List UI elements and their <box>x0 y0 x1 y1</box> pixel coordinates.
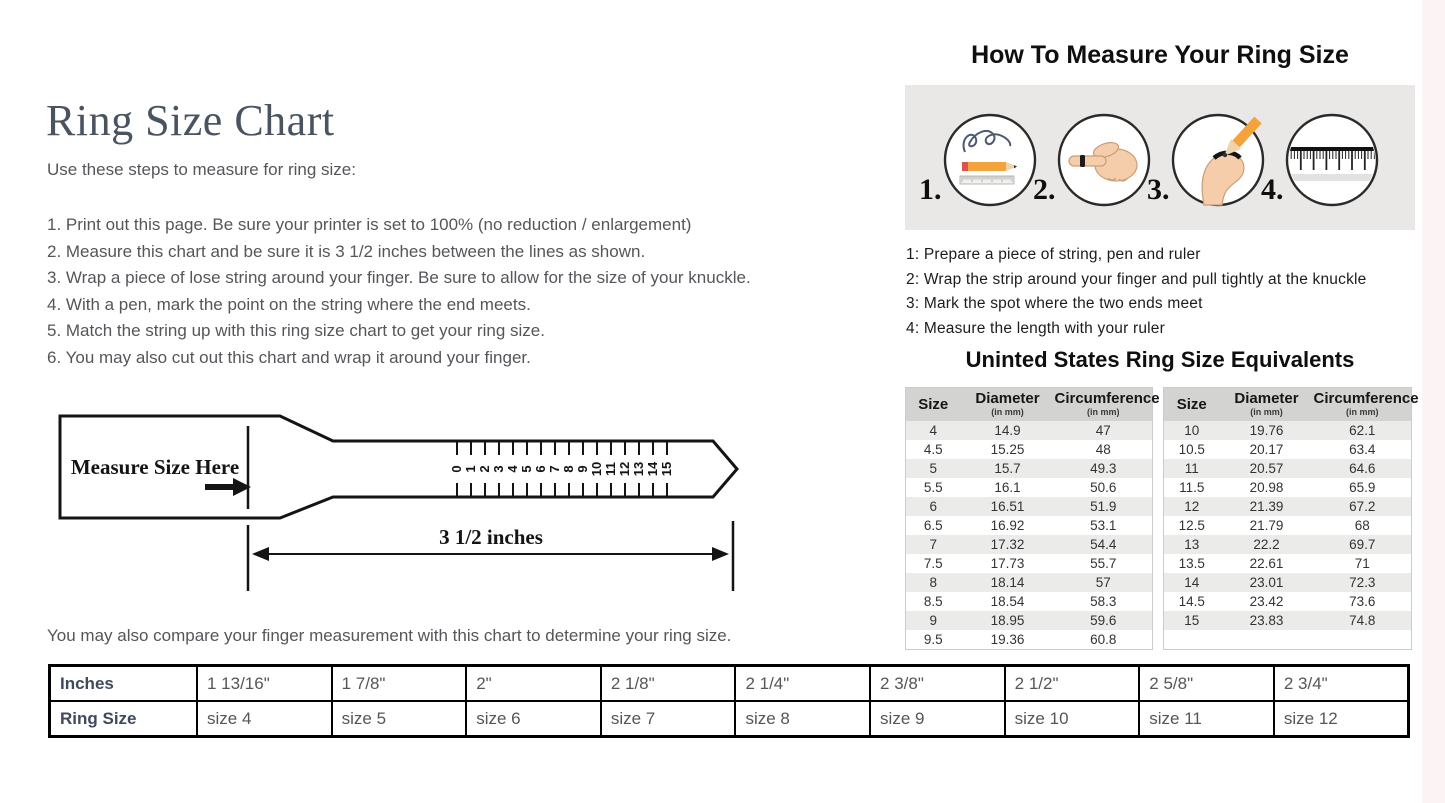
table-header-row <box>1164 388 1412 422</box>
size-cell: 10 <box>1184 423 1200 438</box>
table-row <box>1164 478 1412 497</box>
measure-with-ruler-icon <box>1284 112 1380 208</box>
table-header-row <box>906 388 1153 422</box>
unit-label: (in mm) <box>1087 407 1120 418</box>
diameter-cell: 17.73 <box>990 556 1025 571</box>
table-row <box>906 459 1153 478</box>
compare-note: You may also compare your finger measurement with this chart to determine your ring size. <box>47 626 732 645</box>
diameter-cell: 23.42 <box>1249 594 1284 609</box>
table-row <box>1164 592 1412 611</box>
size-cell: 13.5 <box>1178 556 1205 571</box>
table-row <box>906 497 1153 516</box>
circumference-cell: 73.6 <box>1349 594 1376 609</box>
ruler-tick-label: 10 <box>589 461 604 477</box>
size-cell: 5 <box>929 461 937 476</box>
inches-row <box>50 666 1409 702</box>
how-to-steps-list <box>906 243 1366 341</box>
size-cell: 12 <box>1184 499 1200 514</box>
empty-row <box>1164 630 1412 650</box>
diameter-cell: 16.51 <box>990 499 1025 514</box>
size-cell: 14 <box>1184 575 1200 590</box>
circumference-cell: 59.6 <box>1090 613 1117 628</box>
inches-conversion-table <box>48 664 1410 738</box>
step-item: 4. With a pen, mark the point on the string where the end meets. <box>47 294 531 314</box>
column-header-diameter: Diameter (in mm) <box>961 388 1055 422</box>
how-to-title: How To Measure Your Ring Size <box>971 41 1349 69</box>
string-around-finger-icon <box>1056 112 1152 208</box>
circumference-cell: 57 <box>1095 575 1111 590</box>
size-cell: 4 <box>929 423 937 438</box>
diameter-cell: 21.79 <box>1249 518 1284 533</box>
ring-size-cell: size 4 <box>197 701 332 737</box>
diameter-cell: 20.57 <box>1249 461 1284 476</box>
inches-cell: 1 7/8" <box>332 666 467 702</box>
ruler-tick-label: 13 <box>631 461 646 477</box>
illustration-step-number: 4. <box>1261 173 1284 206</box>
circumference-cell: 72.3 <box>1349 575 1376 590</box>
circumference-cell: 50.6 <box>1090 480 1117 495</box>
step-item: 5. Match the string up with this ring size chart to get your ring size. <box>47 321 545 340</box>
unit-label: (in mm) <box>1346 407 1379 418</box>
circumference-cell: 74.8 <box>1349 613 1376 628</box>
ruler-tick-label: 0 <box>449 465 464 473</box>
size-cell: 9.5 <box>923 632 943 647</box>
equivalents-title: Uninted States Ring Size Equivalents <box>965 347 1355 372</box>
circumference-cell: 53.1 <box>1090 518 1117 533</box>
size-cell: 14.5 <box>1178 594 1205 609</box>
illustration-step-number: 2. <box>1033 173 1056 206</box>
column-header-size: Size <box>1164 388 1220 422</box>
ring-size-cell: size 11 <box>1139 701 1274 737</box>
diameter-cell: 20.17 <box>1249 442 1284 457</box>
circumference-cell: 55.7 <box>1090 556 1117 571</box>
diameter-cell: 18.54 <box>990 594 1025 609</box>
ruler-tick-label: 2 <box>477 465 492 473</box>
table-row <box>1164 535 1412 554</box>
ring-size-cell: size 5 <box>332 701 467 737</box>
inches-cell: 2" <box>466 666 601 702</box>
size-cell: 4.5 <box>923 442 943 457</box>
measure-size-here-label: Measure Size Here <box>70 455 240 479</box>
column-header-circumference: Circumference (in mm) <box>1314 388 1412 422</box>
circumference-cell: 65.9 <box>1349 480 1376 495</box>
diameter-cell: 19.36 <box>990 632 1025 647</box>
ring-size-row <box>50 701 1409 737</box>
size-cell: 15 <box>1184 613 1200 628</box>
page-title: Ring Size Chart <box>46 96 335 145</box>
circumference-cell: 64.6 <box>1349 461 1376 476</box>
table-row <box>906 592 1153 611</box>
circumference-cell: 63.4 <box>1349 442 1376 457</box>
ring-size-cell: size 12 <box>1274 701 1409 737</box>
table-row <box>1164 421 1412 440</box>
table-row <box>906 554 1153 573</box>
ruler-tick-label: 7 <box>547 465 562 473</box>
step-item: 1. Print out this page. Be sure your printer is set to 100% (no reduction / enlargement) <box>47 215 692 234</box>
table-row <box>1164 497 1412 516</box>
inches-row-label: Inches <box>50 666 198 702</box>
diameter-cell: 16.1 <box>994 480 1021 495</box>
page-right-margin <box>1422 0 1445 803</box>
size-cell: 5.5 <box>923 480 943 495</box>
size-cell: 11 <box>1184 461 1199 476</box>
circumference-cell: 49.3 <box>1090 461 1117 476</box>
circumference-cell: 71 <box>1354 556 1370 571</box>
inches-cell: 2 1/8" <box>601 666 736 702</box>
circumference-cell: 68 <box>1354 518 1370 533</box>
ruler-tick-label: 4 <box>505 465 520 473</box>
ring-size-cell: size 8 <box>735 701 870 737</box>
size-cell: 10.5 <box>1178 442 1205 457</box>
table-row <box>906 611 1153 630</box>
inches-cell: 2 5/8" <box>1139 666 1274 702</box>
how-to-step-item: 3: Mark the spot where the two ends meet <box>906 295 1203 313</box>
diameter-cell: 16.92 <box>990 518 1025 533</box>
ruler-tick-label: 6 <box>533 465 548 473</box>
inches-cell: 2 1/2" <box>1005 666 1140 702</box>
circumference-cell: 54.4 <box>1090 537 1117 552</box>
size-cell: 9 <box>929 613 937 628</box>
circumference-cell: 60.8 <box>1090 632 1117 647</box>
ruler-tick-label: 12 <box>617 461 632 477</box>
ring-size-row-label: Ring Size <box>50 701 198 737</box>
diameter-cell: 22.61 <box>1249 556 1284 571</box>
size-cell: 7.5 <box>923 556 943 571</box>
table-row <box>906 440 1153 459</box>
diameter-cell: 15.25 <box>990 442 1025 457</box>
column-header-size: Size <box>906 388 961 422</box>
ruler-tick-label: 15 <box>659 461 674 477</box>
diameter-cell: 18.14 <box>990 575 1025 590</box>
circumference-cell: 58.3 <box>1090 594 1117 609</box>
intro-text: Use these steps to measure for ring size: <box>47 160 356 179</box>
ruler-tick-label: 3 <box>491 465 506 473</box>
circumference-cell: 51.9 <box>1090 499 1117 514</box>
circumference-cell: 48 <box>1095 442 1111 457</box>
table-row <box>1164 573 1412 592</box>
table-row <box>906 516 1153 535</box>
diameter-cell: 15.7 <box>994 461 1021 476</box>
size-cell: 7 <box>929 537 937 552</box>
column-header-diameter: Diameter (in mm) <box>1220 388 1314 422</box>
step-item: 2. Measure this chart and be sure it is 3 1/2 inches between the lines as shown. <box>47 241 646 261</box>
diameter-cell: 18.95 <box>990 613 1025 628</box>
inches-cell: 2 1/4" <box>735 666 870 702</box>
ring-size-cell: size 6 <box>466 701 601 737</box>
table-row <box>1164 516 1412 535</box>
circumference-cell: 47 <box>1095 423 1111 438</box>
mark-string-ends-icon <box>1170 112 1266 208</box>
size-cell: 6.5 <box>923 518 943 533</box>
how-to-step-item: 4: Measure the length with your ruler <box>906 319 1165 337</box>
size-cell: 11.5 <box>1179 480 1205 495</box>
how-to-step-item: 1: Prepare a piece of string, pen and ruler <box>906 246 1201 263</box>
diameter-cell: 20.98 <box>1249 480 1284 495</box>
measure-steps-list <box>47 212 751 371</box>
unit-label: (in mm) <box>1250 407 1283 418</box>
ring-size-table-left <box>905 387 1160 650</box>
diameter-cell: 14.9 <box>994 423 1021 438</box>
diameter-cell: 23.01 <box>1249 575 1284 590</box>
how-to-step-item: 2: Wrap the strip around your finger and pull tightly at the knuckle <box>906 270 1367 288</box>
how-to-illustrations-panel <box>905 85 1415 230</box>
table-row <box>1164 611 1412 630</box>
table-row <box>906 573 1153 592</box>
string-pen-ruler-icon <box>942 112 1038 208</box>
width-measurement-arrow <box>252 547 729 561</box>
ruler-tick-label: 11 <box>603 462 618 476</box>
width-measurement-label: 3 1/2 inches <box>439 525 543 549</box>
circumference-cell: 67.2 <box>1349 499 1376 514</box>
table-row <box>1164 459 1412 478</box>
table-row <box>1164 440 1412 459</box>
ring-size-cell: size 9 <box>870 701 1005 737</box>
ring-size-cell: size 7 <box>601 701 736 737</box>
ring-size-cell: size 10 <box>1005 701 1140 737</box>
ruler-tick-label: 5 <box>519 465 534 473</box>
unit-label: (in mm) <box>991 407 1024 418</box>
size-cell: 8 <box>929 575 937 590</box>
size-cell: 13 <box>1184 537 1200 552</box>
step-item: 3. Wrap a piece of lose string around your finger. Be sure to allow for the size of your knuckle. <box>47 268 751 287</box>
circumference-cell: 62.1 <box>1349 423 1376 438</box>
ring-sizer-diagram <box>47 413 757 593</box>
step-item: 6. You may also cut out this chart and wrap it around your finger. <box>47 347 531 367</box>
table-row <box>906 535 1153 554</box>
diameter-cell: 17.32 <box>990 537 1025 552</box>
diameter-cell: 19.76 <box>1249 423 1284 438</box>
inches-cell: 2 3/4" <box>1274 666 1409 702</box>
size-cell: 6 <box>929 499 937 514</box>
diameter-cell: 21.39 <box>1249 499 1284 514</box>
diameter-cell: 22.2 <box>1253 537 1280 552</box>
column-header-circumference: Circumference (in mm) <box>1055 388 1153 422</box>
table-row <box>906 630 1153 650</box>
ruler-tick-label: 1 <box>463 465 478 473</box>
illustration-step-number: 3. <box>1147 173 1170 206</box>
ring-size-table-right <box>1163 387 1419 650</box>
ruler-tick-label: 14 <box>645 461 660 477</box>
circumference-cell: 69.7 <box>1349 537 1376 552</box>
illustration-step-number: 1. <box>919 173 942 206</box>
inches-cell: 2 3/8" <box>870 666 1005 702</box>
table-row <box>906 478 1153 497</box>
ruler-tick-label: 8 <box>561 465 576 473</box>
size-cell: 12.5 <box>1178 518 1205 533</box>
inches-cell: 1 13/16" <box>197 666 332 702</box>
diameter-cell: 23.83 <box>1249 613 1284 628</box>
size-cell: 8.5 <box>923 594 943 609</box>
table-row <box>906 421 1153 440</box>
table-row <box>1164 554 1412 573</box>
ruler-tick-label: 9 <box>575 465 590 473</box>
